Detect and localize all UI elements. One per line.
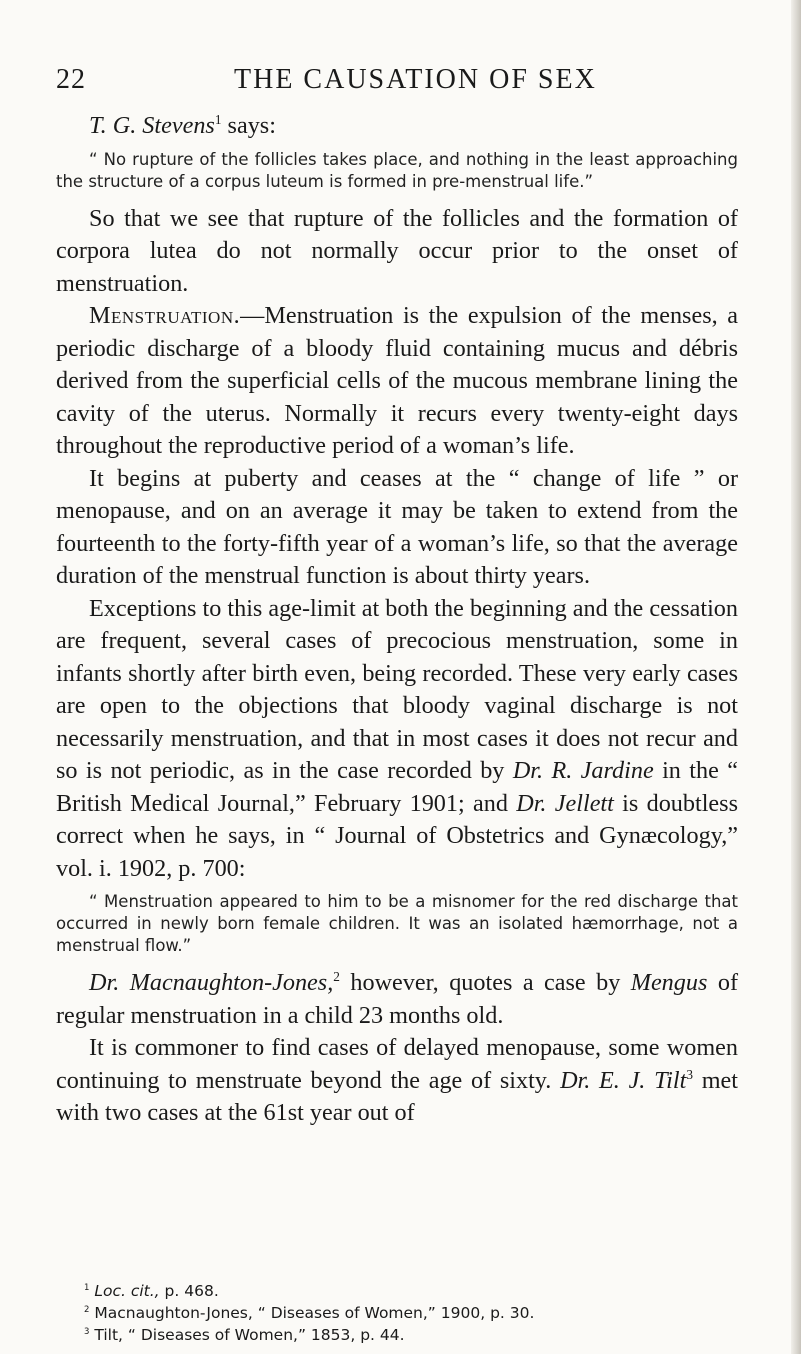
section-heading-menstruation: Menstruation. (89, 302, 241, 329)
author-mengus: Mengus (630, 969, 708, 996)
footnote-ref-2: 2 (333, 968, 340, 984)
paragraph-stevens: T. G. Stevens$^1$ says: (89, 111, 276, 139)
author-macnaughton-jones: Dr. Macnaughton-Jones, (89, 969, 334, 996)
footnotes (56, 1280, 738, 1346)
page-number: 22 (56, 64, 86, 95)
author-stevens: T. G. Stevens (89, 112, 215, 139)
footnote-1: $^1$ Loc. cit., p. 468. (84, 1282, 219, 1300)
paragraph-rupture: So that we see that rupture of the follicles and the formation of corpora lutea do not normally occur prior to the onset of menstruation. (56, 204, 738, 297)
paragraph-macnaughton: Dr. Macnaughton-Jones,$^2$ however, quotes a case by Mengus of regular menstruation in a child 23 months old. (56, 968, 738, 1029)
paragraph-menstruation: Menstruation.—Menstruation is the expulsion of the menses, a periodic discharge of a bloody fluid containing mucus and débris derived from the superficial cells of the mucous membrane lining the cavity of the uterus. Normally it recurs every twenty-eight days throughout the reproductive period of a woman’s life. (56, 302, 738, 459)
paragraph-puberty: It begins at puberty and ceases at the “ change of life ” or menopause, and on an average it may be taken to extend from the fourteenth to the forty-fifth year of a woman’s life, so that the average duration of the menstrual function is about thirty years. (56, 464, 738, 589)
paragraph-delayed-menopause: It is commoner to find cases of delayed menopause, some women continuing to menstruate beyond the age of sixty. Dr. E. J. Tilt$^3$ met with two cases at the 61st year out of (56, 1034, 738, 1126)
body-text (56, 110, 738, 1130)
quotation-stevens: “ No rupture of the follicles takes place, and nothing in the least approaching the structure of a corpus luteum is formed in pre-menstrual life.” (56, 149, 738, 191)
quotation-jellett: “ Menstruation appeared to him to be a misnomer for the red discharge that occurred in newly born female children. It was an isolated hæmorrhage, not a menstrual flow.” (56, 892, 738, 955)
page-edge-shadow (791, 0, 801, 1354)
author-jardine: Dr. R. Jardine (512, 757, 654, 784)
page-header (56, 60, 736, 100)
running-head: THE CAUSATION OF SEX (234, 64, 597, 95)
author-jellett: Dr. Jellett (516, 789, 614, 817)
footnote-ref-1: 1 (214, 111, 222, 127)
author-tilt: Dr. E. J. Tilt (560, 1066, 687, 1094)
footnote-ref-3: 3 (686, 1066, 693, 1082)
footnote-2: $^2$ Macnaughton-Jones, “ Diseases of Women,” 1900, p. 30. (84, 1304, 535, 1322)
paragraph-exceptions: Exceptions to this age-limit at both the beginning and the cessation are frequent, several cases of precocious menstruation, some in infants shortly after birth even, being recorded. These very early cases are open to the objections that bloody vaginal discharge is not necessarily menstruation, and that in most cases it does not recur and so is not periodic, as in the case recorded by Dr. R. Jardine in the “ British Medical Journal,” February 1901; and Dr. Jellett is doubtless correct when he says, in “ Journal of Obstetrics and Gynæcology,” vol. i. 1902, p. 700: (56, 594, 738, 882)
footnote-3: $^3$ Tilt, “ Diseases of Women,” 1853, p. 44. (84, 1326, 405, 1344)
